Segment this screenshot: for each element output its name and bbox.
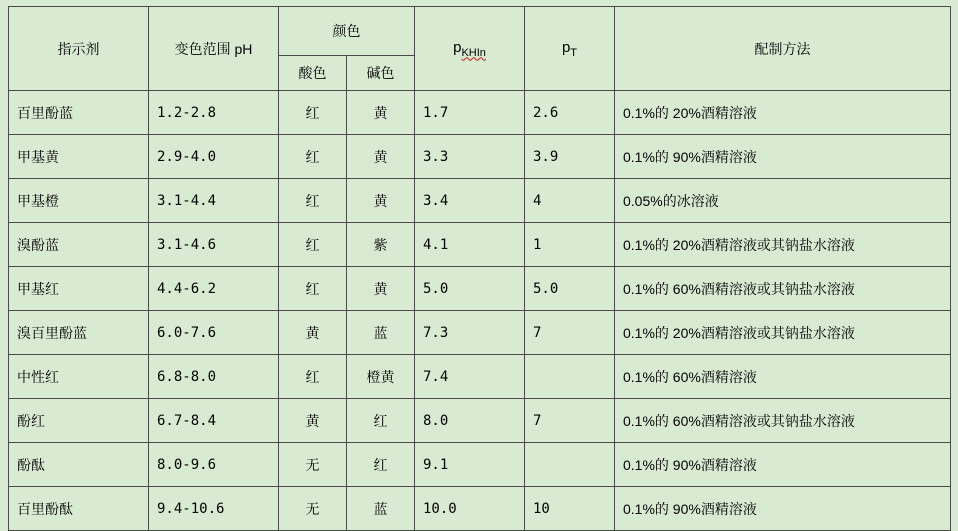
cell-preparation: 0.1%的 20%酒精溶液或其钠盐水溶液: [615, 311, 951, 355]
cell-acid-color: 无: [279, 487, 347, 531]
cell-ph-range: 6.8-8.0: [149, 355, 279, 399]
header-acid-color: 酸色: [279, 56, 347, 91]
cell-pk: 3.3: [415, 135, 525, 179]
cell-pk: 7.4: [415, 355, 525, 399]
cell-ph-range: 2.9-4.0: [149, 135, 279, 179]
cell-indicator: 甲基黄: [9, 135, 149, 179]
header-pt-sub: T: [570, 46, 578, 59]
table-header-row-primary: [9, 7, 951, 56]
cell-acid-color: 红: [279, 267, 347, 311]
cell-acid-color: 红: [279, 223, 347, 267]
header-base-color: 碱色: [347, 56, 415, 91]
cell-preparation: 0.1%的 90%酒精溶液: [615, 487, 951, 531]
cell-ph-range: 3.1-4.4: [149, 179, 279, 223]
cell-preparation: 0.1%的 20%酒精溶液或其钠盐水溶液: [615, 223, 951, 267]
cell-ph-range: 4.4-6.2: [149, 267, 279, 311]
cell-indicator: 溴百里酚蓝: [9, 311, 149, 355]
header-pk-sub: KHIn: [461, 46, 486, 59]
cell-ph-range: 8.0-9.6: [149, 443, 279, 487]
cell-acid-color: 红: [279, 355, 347, 399]
cell-preparation: 0.1%的 60%酒精溶液或其钠盐水溶液: [615, 267, 951, 311]
table-row: [9, 443, 951, 487]
header-pt: [525, 7, 615, 91]
cell-pt: 3.9: [525, 135, 615, 179]
cell-indicator: 中性红: [9, 355, 149, 399]
table-row: [9, 487, 951, 531]
cell-base-color: 红: [347, 443, 415, 487]
cell-indicator: 酚红: [9, 399, 149, 443]
cell-ph-range: 6.0-7.6: [149, 311, 279, 355]
cell-pk: 1.7: [415, 91, 525, 135]
cell-pk: 8.0: [415, 399, 525, 443]
cell-base-color: 蓝: [347, 487, 415, 531]
header-pt-text: [561, 38, 578, 59]
cell-ph-range: 1.2-2.8: [149, 91, 279, 135]
cell-preparation: 0.1%的 90%酒精溶液: [615, 135, 951, 179]
cell-preparation: 0.1%的 90%酒精溶液: [615, 443, 951, 487]
table-row: [9, 91, 951, 135]
cell-preparation: 0.1%的 60%酒精溶液: [615, 355, 951, 399]
cell-indicator: 溴酚蓝: [9, 223, 149, 267]
cell-preparation: 0.05%的冰溶液: [615, 179, 951, 223]
cell-pt: [525, 443, 615, 487]
header-preparation: 配制方法: [615, 7, 951, 91]
header-ph-range: 变色范围 pH: [149, 7, 279, 91]
cell-indicator: 甲基红: [9, 267, 149, 311]
indicator-table: [8, 6, 951, 531]
cell-ph-range: 6.7-8.4: [149, 399, 279, 443]
table-row: [9, 355, 951, 399]
cell-pk: 10.0: [415, 487, 525, 531]
cell-preparation: 0.1%的 60%酒精溶液或其钠盐水溶液: [615, 399, 951, 443]
cell-indicator: 百里酚蓝: [9, 91, 149, 135]
cell-base-color: 橙黄: [347, 355, 415, 399]
cell-pk: 3.4: [415, 179, 525, 223]
cell-pt: 1: [525, 223, 615, 267]
cell-ph-range: 3.1-4.6: [149, 223, 279, 267]
cell-ph-range: 9.4-10.6: [149, 487, 279, 531]
cell-base-color: 黄: [347, 267, 415, 311]
table-row: [9, 311, 951, 355]
cell-indicator: 酚酞: [9, 443, 149, 487]
table-row: [9, 399, 951, 443]
cell-acid-color: 黄: [279, 311, 347, 355]
cell-indicator: 甲基橙: [9, 179, 149, 223]
cell-pt: [525, 355, 615, 399]
cell-pt: 2.6: [525, 91, 615, 135]
header-pt-main: p: [561, 38, 571, 56]
cell-pk: 5.0: [415, 267, 525, 311]
cell-base-color: 黄: [347, 135, 415, 179]
cell-pt: 10: [525, 487, 615, 531]
table-row: [9, 223, 951, 267]
cell-acid-color: 红: [279, 135, 347, 179]
header-color: 颜色: [279, 7, 415, 56]
cell-base-color: 紫: [347, 223, 415, 267]
cell-pt: 7: [525, 399, 615, 443]
cell-preparation: 0.1%的 20%酒精溶液: [615, 91, 951, 135]
cell-acid-color: 红: [279, 179, 347, 223]
cell-acid-color: 黄: [279, 399, 347, 443]
table-row: [9, 267, 951, 311]
cell-pt: 7: [525, 311, 615, 355]
header-pk: [415, 7, 525, 91]
cell-pk: 7.3: [415, 311, 525, 355]
cell-base-color: 黄: [347, 179, 415, 223]
cell-acid-color: 无: [279, 443, 347, 487]
cell-base-color: 红: [347, 399, 415, 443]
cell-acid-color: 红: [279, 91, 347, 135]
header-pk-main: p: [453, 38, 462, 56]
header-indicator: 指示剂: [9, 7, 149, 91]
header-pk-text: [453, 38, 486, 59]
cell-indicator: 百里酚酞: [9, 487, 149, 531]
table-row: [9, 135, 951, 179]
cell-pt: 4: [525, 179, 615, 223]
cell-pk: 9.1: [415, 443, 525, 487]
table-row: [9, 179, 951, 223]
cell-base-color: 蓝: [347, 311, 415, 355]
cell-base-color: 黄: [347, 91, 415, 135]
cell-pk: 4.1: [415, 223, 525, 267]
cell-pt: 5.0: [525, 267, 615, 311]
